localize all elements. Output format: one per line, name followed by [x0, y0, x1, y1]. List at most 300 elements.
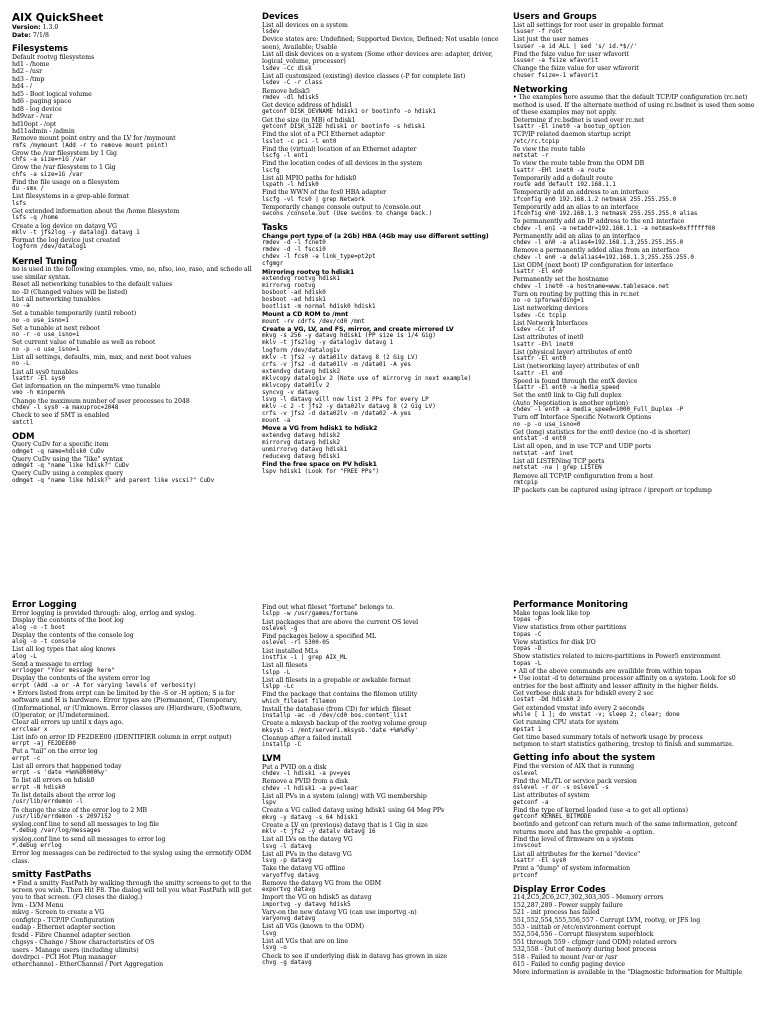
command-line: lsvg -l datavg will now list 2 PPs for every LP — [262, 397, 429, 404]
text-line: Determine if rc.bsdnet is used over rc.net — [513, 116, 645, 124]
command-line: errpt -s 'date +%m%d0000%y' — [12, 770, 108, 777]
command-line: reducevg datavg hdisk1 — [262, 454, 341, 461]
text-line: Find the fsize value for user wfavorit — [513, 50, 630, 58]
command-line: varyonvg datavg — [262, 916, 316, 923]
command-line: extendvg datavg hdisk2 — [262, 368, 341, 375]
command-line: netstat -na | grep LISTEN — [513, 465, 602, 472]
command-line: lslpp -Lc — [262, 684, 294, 691]
command-line: alog -o -t console — [12, 639, 76, 646]
text-line: Error log messages can be redirected to the syslog using the errnotify ODM class. — [12, 850, 252, 865]
text-line: List all customized (existing) device classes (-P for complete list) — [262, 73, 466, 80]
text-line: Get the size (in MB) of hdisk1 — [262, 116, 356, 124]
text-line: 518 - Failed to mount /var or /usr — [513, 953, 618, 961]
text-line: List Network Interfaces — [513, 319, 588, 327]
command-line: importvg -y datavg hdisk5 — [262, 901, 351, 908]
command-line: exportvg datavg — [262, 887, 316, 894]
command-line: errpt -N hdisk0 — [12, 784, 66, 791]
command-line: rmfs /mymount (Add -r to remove mount point) — [12, 142, 169, 149]
command-line: while [ 1 ]; do vmstat -v; sleep 2; clear; done — [513, 711, 680, 718]
command-line: topas -P — [513, 617, 542, 624]
command-line: errpt -aj FE2DEE00 — [12, 741, 76, 748]
text-line: List all settings for root user in grepable format — [513, 21, 664, 29]
command-line: installp -C — [262, 742, 302, 749]
date-line: Date: 7/1/8 — [12, 31, 49, 39]
text-line: 532,558 - Out of memory during boot process — [513, 946, 657, 954]
text-line: etherchannel - EtherChannel / Port Aggregation — [12, 961, 164, 969]
text-line: List networking devices — [513, 305, 588, 313]
text-line: hd9var - /var — [12, 113, 53, 121]
text-line: Find the WWN of the fcs0 HBA adapter — [262, 189, 387, 197]
text-line: 152,287,289 - Power supply failure — [513, 901, 623, 909]
command-line: lsdev -Cc disk — [262, 65, 312, 72]
command-line: errclear x — [12, 726, 48, 733]
command-line: lspv — [262, 800, 277, 807]
command-line: lscfg -l ent1 — [262, 153, 309, 160]
command-line: lsdev -C -r class — [262, 80, 323, 87]
command-line: topas -C — [513, 631, 542, 638]
section-heading: Users and Groups — [513, 12, 597, 21]
section-list — [262, 12, 506, 476]
command-line: oslevel — [513, 770, 538, 777]
command-line: mklvcopy data01lv 2 — [262, 382, 330, 389]
command-line: odmget -q "name like hdisk?" and parent like vscsi?" CuDv — [12, 477, 215, 484]
text-line: Find the version of AIX that is running — [513, 763, 635, 771]
command-line: logform /dev/datalog1v — [262, 347, 341, 354]
command-line: extendvg datavg hdisk2 — [262, 432, 341, 439]
text-line: netpmon to start statistics gathering, trcstop to finish and summarize. — [513, 741, 734, 749]
command-line: lsvg -p datavg — [262, 858, 312, 865]
text-line: Display the contents of the boot log — [12, 617, 124, 625]
command-line: bootlist -m normal hdisk0 hdisk1 — [262, 304, 376, 311]
text-line: Get (long) statistics for the ent0 device (no -d is shorter) — [513, 428, 691, 436]
command-line: no -o ipforwarding=1 — [513, 298, 584, 305]
command-line: getconf KERNEL_BITMODE — [513, 814, 592, 821]
text-line: List all networking tunables — [12, 295, 101, 303]
text-line: lvm - LVM Menu — [12, 901, 64, 909]
text-line: hd2 - /usr — [12, 68, 43, 76]
section-heading: LVM — [262, 753, 281, 764]
section-heading: Networking — [513, 83, 568, 94]
command-line: iostat -Dd hdisk0 2 — [513, 697, 581, 704]
text-line: TCP/IP related daemon startup script — [513, 131, 631, 139]
text-line: eadap - Ethernet adapter section — [12, 924, 116, 932]
text-line: hd5 - Boot logical volume — [12, 90, 92, 98]
text-line: mkvg - Screen to create a VG — [12, 909, 105, 917]
text-line: To list all errors on hdisk0 — [12, 777, 95, 785]
task-title: Mirroring rootvg to hdisk1 — [262, 268, 355, 276]
command-line: alog -o -t boot — [12, 624, 66, 631]
command-line: no -o use_isno=1 — [12, 317, 69, 324]
text-line: Set a tunable at next reboot — [12, 324, 100, 332]
text-line: Display the contents of the console log — [12, 631, 134, 639]
text-line: List all errors that happened today — [12, 762, 122, 770]
text-line: Query CuDv for a specific item — [12, 441, 109, 449]
command-line: crfs -v jfs2 -d data02lv -m /data02 -A yes — [262, 411, 411, 418]
text-line: • Errors listed from errpt can be limited by the -S or -H option; S is for software and H is hardware. Error types are (P)ermanent, (T)emporary, (I)nformational, or (U)nknown. Error classes are (H)ardware, (S)oftware, (O)perator, or (U)ndetermined. — [12, 689, 243, 719]
section-heading: ODM — [12, 430, 35, 441]
column-top-left — [12, 12, 256, 517]
text-line: hd8 - log device — [12, 105, 62, 113]
text-line: IP packets can be captured using iptrace / ipreport or tcpdump — [513, 487, 712, 495]
text-line: (Auto_Negotiation is another option) — [513, 399, 629, 407]
text-line: List all attributes for the kernel "device" — [513, 850, 641, 858]
command-line: cfgmgr — [262, 261, 284, 268]
command-line: invscout — [513, 843, 542, 850]
section-list — [12, 44, 256, 485]
text-line: 214,2C5,2C6,2C7,302,303,305 - Memory errors — [513, 894, 664, 902]
column-bottom-left — [12, 600, 256, 1024]
text-line: Temporarily add a default route — [513, 174, 613, 182]
command-line: no -p -o use_isno=1 — [12, 346, 80, 353]
column-top-middle — [262, 12, 506, 517]
command-line: mklv -t jfs2 -y datalv datavg 16 — [262, 829, 376, 836]
section-heading: Getting info about the system — [513, 752, 656, 763]
command-line: lspath -l hdisk0 — [262, 182, 319, 189]
text-line: List filesystems in a grep-able format — [12, 193, 129, 201]
command-line: chdev -l inet0 -a hostname=www.tablesace.net — [513, 283, 670, 290]
command-line: topas -L — [513, 660, 542, 667]
text-line: Get information on the minperm% vmo tunable — [12, 383, 161, 391]
text-line: fcsdd - Fibre Channel adapter section — [12, 931, 131, 939]
command-line: mpstat 1 — [513, 726, 542, 733]
text-line: no is used in the following examples. vmo, no, nfso, ioo, raso, and schedo all use similar syntax. — [12, 266, 252, 281]
text-line: Get device address of hdisk1 — [262, 102, 353, 110]
command-line: errpt -c — [12, 755, 41, 762]
text-line: List all PVs in the datavg VG — [262, 850, 352, 858]
text-line: Find the level of firmware on a system — [513, 836, 634, 844]
section-heading: Performance Monitoring — [513, 600, 629, 609]
text-line: Send a message to errlog — [12, 660, 93, 668]
command-line: alog -L — [12, 653, 37, 660]
text-line: List all LVs on the datavg VG — [262, 836, 353, 844]
command-line: mklv -c 2 -t jfs2 -y data02lv datavg 8 (2 Gig LV) — [262, 404, 436, 411]
text-line: configtcp - TCP/IP Configuration — [12, 916, 115, 924]
text-line: List all devices on a system — [262, 21, 348, 29]
text-line: Create a LV on (previous) datavg that is 1 Gig in size — [262, 821, 428, 829]
command-line: odmget -q "name like hdisk?" CuDv — [12, 463, 130, 470]
command-line: *.debug /var/log/messages — [12, 828, 101, 835]
page-title: AIX QuickSheet — [12, 12, 104, 24]
text-line: Turn on routing by putting this in rc.net — [513, 290, 640, 298]
text-line: Find out what fileset "fortune" belongs to. — [262, 604, 395, 611]
text-line: • The examples here assume that the default TCP/IP configuration (rc.net) method is used. If the alternate method of using rc.bsdnet is used then some of these examples may not apply. — [513, 94, 755, 117]
command-line: lsvg — [262, 930, 277, 937]
text-line: Find the slot of a PCI Ethernet adapter — [262, 131, 385, 139]
text-line: Permanently set the hostname — [513, 276, 609, 284]
command-line: netstat -r — [513, 153, 549, 160]
text-line: Print a "dump" of system information — [513, 865, 631, 873]
command-line: lslpp -L — [262, 669, 291, 676]
command-line: mkvg -y datavg -s 64 hdisk1 — [262, 814, 358, 821]
command-line: unmirrorvg datavg hdisk1 — [262, 446, 348, 453]
command-line: lsattr -El sys0 — [12, 375, 66, 382]
text-line: Set a tunable temporarily (until reboot) — [12, 310, 137, 318]
command-line: netstat -anf inet — [513, 450, 574, 457]
command-line: installp -ac -d /dev/cd0 bos.content_list — [262, 713, 408, 720]
command-line: errlogger "Your message here" — [12, 668, 115, 675]
command-line: getconf -a — [513, 799, 549, 806]
command-line: swcons /console.out (Use swcons to change back.) — [262, 211, 433, 218]
text-line: List info on error ID FE2DEE00 (IDENTIFIER column in errpt output) — [12, 733, 232, 741]
text-line: Display the contents of the system error log — [12, 675, 151, 683]
text-line: • Find a smitty FastPath by walking through the smitty screens to get to the screen you wish. Then Hit F8. The dialog will tell you what FastPath will get you to that screen. (F3 closes the dialog.) — [12, 879, 252, 902]
text-line: List all sys0 tunables — [12, 368, 79, 376]
task-title: Mount a CD ROM to /mnt — [262, 311, 349, 319]
section-list — [513, 600, 757, 976]
column-bottom-middle — [262, 604, 506, 1024]
command-line: vmo -h minperm% — [12, 390, 66, 397]
text-line: Default rootvg filesystems — [12, 53, 95, 61]
text-line: List all PVs in a system (along) with VG membership — [262, 792, 427, 800]
text-line: Reset all networking tunables to the default values — [12, 281, 173, 289]
text-line: Find the package that contains the filemon utility — [262, 691, 418, 699]
text-line: View statistics for disk I/O — [513, 638, 596, 646]
text-line: Find the location codes of all devices in the system — [262, 160, 423, 168]
command-line: lsattr -El en0 — [513, 269, 563, 276]
command-line: rmdev -d -l fscsi0 — [262, 247, 326, 254]
command-line: /usr/lib/errdemon -s 2097152 — [12, 813, 112, 820]
text-line: devdrpci - PCI Hot Plug manager — [12, 953, 117, 961]
section-list — [262, 604, 506, 967]
command-line: oslevel -g — [262, 625, 298, 632]
command-line: chvg -g datavg — [262, 959, 312, 966]
text-line: bootinfo and getconf can return much of the same information, getconf returns more and has the grepable -a option. — [513, 821, 737, 836]
text-line: List all disk devices on a system (Some other devices are: adapter, driver, logical_volume, processor) — [262, 51, 494, 66]
text-line: • Use iostat -d to determine processor affinity on a system. Look for s0 entries for the best affinity and lesser affinity in the higher fields. — [513, 675, 736, 690]
text-line: Create a log device on datavg VG — [12, 222, 117, 230]
text-line: List packages that are above the current OS level — [262, 618, 419, 626]
text-line: users - Manage users (including ulimits) — [12, 946, 139, 954]
text-line: Get running CPU stats for system — [513, 719, 619, 727]
command-line: lsuser -a fsize wfavorit — [513, 58, 599, 65]
text-line: chgsys - Change / Show characteristics of OS — [12, 939, 155, 947]
text-line: Format the log device just created — [12, 237, 120, 245]
text-line: hd11admin - /admin — [12, 127, 75, 135]
text-line: Check to see if underlying disk in datavg has grown in size — [262, 952, 448, 960]
version-line: Version: 1.3.0 — [12, 24, 59, 32]
section-heading: Display Error Codes — [513, 883, 606, 894]
text-line: Device states are: Undefined; Supported Device, Defined; Not usable (once seen), Available; Usable — [262, 36, 499, 51]
command-line: chdev -l fcs0 -a link_type=pt2pt — [262, 254, 376, 261]
text-line: • All of the above commands are availible from within topas — [513, 667, 702, 675]
text-line: Remove mount point entry and the LV for /mymount — [12, 135, 176, 143]
command-line: lsdev -Cc if — [513, 327, 556, 334]
command-line: errpt (Add -a or -A for varying levels of verbosity) — [12, 682, 197, 689]
command-line: syncvg -v datavg — [262, 389, 319, 396]
text-line: hd6 - paging space — [12, 98, 72, 106]
text-line: Put a "tail" on the error log — [12, 748, 98, 756]
command-line: which_fileset filemon — [262, 698, 337, 705]
command-line: lspv hdisk1 (Look for "FREE PPs") — [262, 468, 380, 475]
text-line: List ODM (next boot) IP configuration for interface — [513, 261, 674, 269]
command-line: chdev -l ent0 -a media_speed=1000_Full_Duplex -P — [513, 407, 684, 414]
text-line: 551,552,554,555,556,557 - Corrupt LVM, rootvg, or JFS log — [513, 916, 701, 924]
text-line: hd10opt - /opt — [12, 120, 57, 128]
text-line: syslog.conf line to send all messages to log file — [12, 821, 159, 829]
command-line: lsfs -q /home — [12, 215, 59, 222]
text-line: Grow the /var filesystem to 1 Gig — [12, 164, 116, 172]
command-line: oslevel -r or -s oslevel -s — [513, 785, 609, 792]
command-line: no -p -o use_isno=0 — [513, 421, 581, 428]
text-line: Set current value of tunable as well as reboot — [12, 339, 156, 347]
command-line: lslpp -w /usr/games/fortune — [262, 611, 358, 618]
command-line: mkvg -s 256 -y datavg hdisk1 (PP size is 1/4 Gig) — [262, 333, 436, 340]
text-line: List installed MLs — [262, 647, 319, 655]
section-heading: Error Logging — [12, 600, 77, 609]
command-line: odmget -q name=hdisk0 CuDv — [12, 448, 105, 455]
section-list — [12, 600, 256, 969]
text-line: Create a mksysb backup of the rootvg volume group — [262, 720, 427, 728]
command-line: mklv -t jfs2 -y data01lv datavg 8 (2 Gig LV) — [262, 354, 419, 361]
text-line: Cleanup after a failed install — [262, 734, 352, 742]
command-line: lsdev -Cc tcpip — [513, 312, 567, 319]
command-line: chdev -l hdisk1 -a pv=clear — [262, 785, 358, 792]
command-line: oslevel -rl 5300-05 — [262, 640, 330, 647]
text-line: Grow the /var filesystem by 1 Gig — [12, 149, 117, 157]
text-line: Put a PVID on a disk — [262, 763, 327, 771]
text-line: List all filesets — [262, 662, 308, 670]
command-line: ifconfig en0 192.168.1.3 netmask 255.255.255.0 alias — [513, 211, 698, 218]
text-line: Speed is found through the entX device — [513, 377, 638, 385]
text-line: List attributes of system — [513, 792, 590, 800]
section-heading: Devices — [262, 12, 299, 21]
command-line: lsvg -o — [262, 945, 287, 952]
text-line: Find the ML/TL or service pack version — [513, 777, 637, 785]
text-line: no -D (Changed values will be listed) — [12, 288, 128, 296]
section-list — [513, 12, 757, 494]
text-line: Find the type of kernel loaded (use -a to get all options) — [513, 806, 689, 814]
command-line: mklv -t jfs2log -y datalog1 datavg 1 — [12, 229, 140, 236]
text-line: List all open, and in use TCP and UDP ports — [513, 443, 652, 451]
task-title: Find the free space on PV hdisk1 — [262, 461, 377, 469]
command-line: *.debug errlog — [12, 842, 62, 849]
command-line: lsattr -Ehl inet0 — [513, 341, 574, 348]
text-line: Find the file usage on a filesystem — [12, 178, 120, 186]
command-line: mksysb -i /mnt/server1.mksysb.'date +%m%d%y' — [262, 727, 419, 734]
text-line: To permanently add an IP address to the en1 interface — [513, 218, 685, 226]
command-line: no -r -o use_isno=1 — [12, 332, 80, 339]
command-line: lscfg — [262, 167, 280, 174]
command-line: rmtcpip — [513, 479, 538, 486]
command-line: rmdev -d -l fcnet0 — [262, 240, 326, 247]
text-line: Get verbose disk stats for hdisk0 every 2 sec — [513, 690, 654, 698]
command-line: rmdev -dl hdisk5 — [262, 94, 319, 101]
text-line: Vary-on the new datavg VG (can use importvg -n) — [262, 908, 417, 916]
command-line: lsdev — [262, 29, 280, 36]
command-line: mount -rv cdrfs /dev/cd0 /mnt — [262, 318, 365, 325]
section-heading: smitty FastPaths — [12, 868, 92, 879]
text-line: Create a VG called datavg using hdisk1 using 64 Meg PPs — [262, 807, 445, 815]
text-line: List all log types that alog knows — [12, 646, 116, 654]
command-line: mirrorvg datavg hdisk2 — [262, 439, 341, 446]
text-line: List attributes of inet0 — [513, 334, 584, 342]
task-title: Move a VG from hdisk1 to hdisk2 — [262, 425, 378, 433]
text-line: Get time based summary totals of network usage by process — [513, 733, 703, 741]
command-line: crfs -v jfs2 -d data01lv -m /data01 -A yes — [262, 361, 411, 368]
text-line: Get extended vmstat info every 2 seconds — [513, 704, 645, 712]
command-line: topas -D — [513, 646, 542, 653]
text-line: View statistics from other partitions — [513, 624, 627, 632]
command-line: mklv -t jfs2log -y datalog1v datavg 1 — [262, 340, 394, 347]
command-line: chdev -l en0 -a delalias4=192.168.1.3,255.255.255.0 — [513, 254, 694, 261]
text-line: 615 - Failed to config paging device — [513, 961, 626, 969]
command-line: lscfg -vl fcs0 | grep Network — [262, 196, 365, 203]
text-line: Show statistics related to micro-partitions in Power5 environment — [513, 653, 721, 661]
section-heading: Tasks — [262, 222, 288, 233]
command-line: route add default 192.168.1.1 — [513, 182, 616, 189]
text-line: Set the ent0 link to Gig full duplex — [513, 392, 622, 400]
command-line: getconf DISK_DEVNAME hdisk1 or bootinfo -o hdisk1 — [262, 109, 436, 116]
text-line: Query CuDv using a complex query — [12, 470, 124, 478]
text-line: To view the route table from the ODM DB — [513, 160, 645, 168]
command-line: no -a — [12, 303, 30, 310]
text-line: Import the VG on hdisk5 as datavg — [262, 894, 372, 902]
text-line: syslog.conf line to send all messages to error log — [12, 835, 166, 843]
text-line: hd1 - /home — [12, 61, 50, 69]
text-line: List (physical layer) attributes of ent0 — [513, 348, 632, 356]
command-line: mklvcopy datalog1v 2 (Note use of mirrorvg in next example) — [262, 375, 472, 382]
text-line: Remove the datavg VG from the ODM — [262, 879, 382, 887]
text-line: To change the size of the error log to 2 MB — [12, 806, 148, 814]
text-line: Remove hdisk5 — [262, 87, 310, 95]
command-line: chdev -l en0 -a alias4=192.168.1.3,255.255.255.0 — [513, 240, 684, 247]
text-line: hd4 - / — [12, 83, 32, 91]
command-line: /etc/rc.tcpip — [513, 138, 560, 145]
command-line: instfix -i | grep AIX_ML — [262, 654, 348, 661]
text-line: 551 through 559 - cfgmgr (and ODM) related errors — [513, 938, 677, 946]
text-line: Temporarily change console output to /console.out — [262, 203, 422, 211]
text-line: Clear all errors up until x days ago. — [12, 719, 124, 727]
command-line: lsattr -El inet0 -a bootup_option — [513, 124, 631, 131]
text-line: Temporarily add an alias to an interface — [513, 203, 639, 211]
command-line: lsuser -f root — [513, 29, 563, 36]
command-line: mount -a — [262, 418, 291, 425]
text-line: List (networking layer) attributes of en0 — [513, 363, 640, 371]
command-line: logform /dev/datalog1 — [12, 244, 87, 251]
text-line: List all VGs (known to the ODM) — [262, 923, 365, 931]
text-line: More information is available in the "Diagnostic Information for Multiple — [513, 968, 743, 976]
command-line: chdev -l en1 -a netaddr=192.168.1.1 -a netmask=0xffffff00 — [513, 225, 716, 232]
text-line: hd3 - /tmp — [12, 75, 45, 83]
text-line: Change the maximum number of user processes to 2048 — [12, 397, 190, 405]
text-line: Check to see if SMT is enabled — [12, 412, 110, 420]
text-line: Find packages below a specified ML — [262, 633, 377, 641]
text-line: Error logging is provided through: alog, errlog and syslog. — [12, 609, 197, 617]
command-line: lsattr -EHl inet0 -a route — [513, 167, 606, 174]
text-line: Change the fsize value for user wfavorit — [513, 65, 639, 73]
text-line: Remove a PVID from a disk — [262, 778, 349, 786]
command-line: lsattr -El ent0 — [513, 356, 567, 363]
text-line: 553 - inittab or /etc/environment corrupt — [513, 924, 642, 931]
text-line: Permanently add an alias to an interface — [513, 232, 641, 240]
text-line: 521 - init process has failed — [513, 909, 600, 917]
command-line: /usr/lib/errdemon -l — [12, 799, 83, 806]
command-line: chdev -l hdisk1 -a pv=yes — [262, 771, 351, 778]
text-line: List all filesets in a grepable or awkable format — [262, 676, 411, 684]
command-line: lsuser -a id ALL | sed 's/ id.*$//' — [513, 43, 638, 50]
command-line: lsattr -El ent0 -a media_speed — [513, 385, 620, 392]
task-title: Change port type of (a 2Gb) HBA (4Gb may use different setting) — [262, 232, 489, 240]
text-line: Get extended information about the /home filesystem — [12, 207, 180, 215]
command-line: lsvg -l datavg — [262, 843, 312, 850]
command-line: du -smx / — [12, 186, 44, 193]
text-line: Temporarily add an address to an interface — [513, 189, 649, 197]
command-line: entstat -d ent0 — [513, 436, 567, 443]
command-line: lsattr -El sys0 — [513, 858, 567, 864]
text-line: List all LISTENing TCP ports — [513, 457, 605, 465]
text-line: Make topas look like top — [513, 609, 591, 617]
text-line: List just the user names — [513, 36, 589, 44]
